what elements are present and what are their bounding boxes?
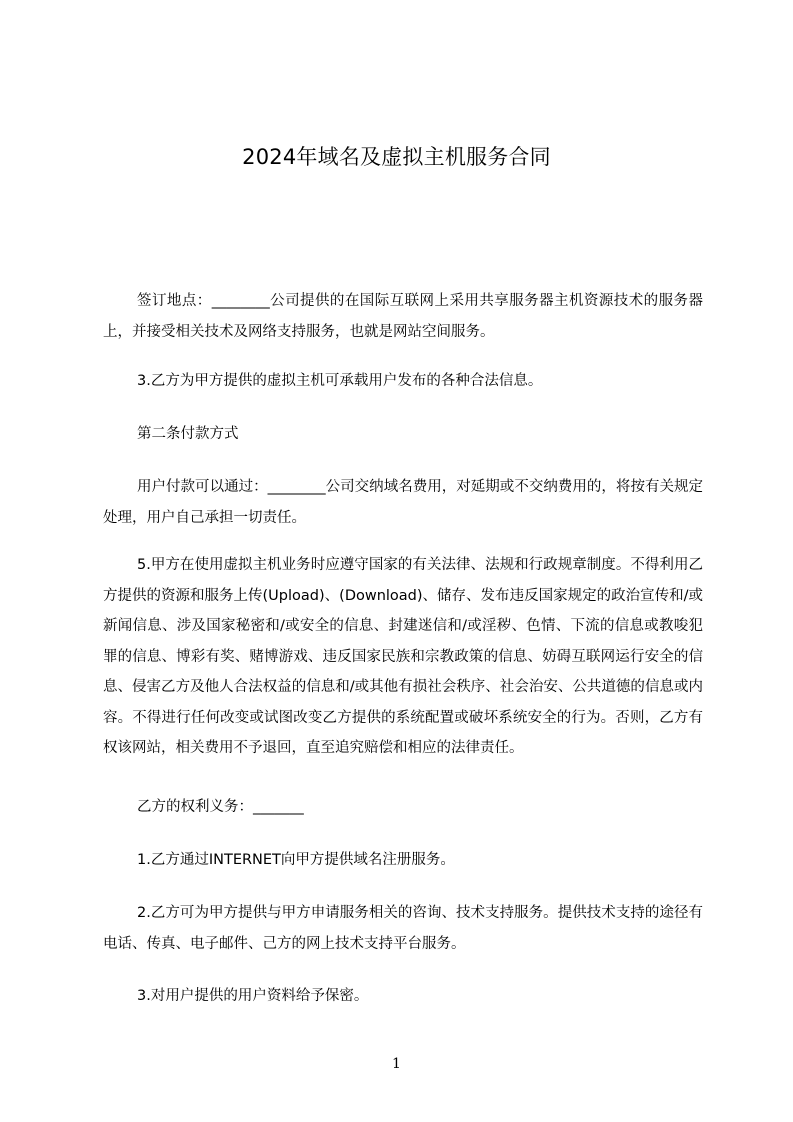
paragraph-signing-location: 签订地点：________公司提供的在国际互联网上采用共享服务器主机资源技术的服务器上，并接受相关技术及网络支持服务，也就是网站空间服务。 <box>103 293 703 340</box>
paragraph-domain-service: 1.乙方通过INTERNET向甲方提供域名注册服务。 <box>137 852 455 868</box>
paragraph-payment-method: 用户付款可以通过：________公司交纳域名费用，对延期或不交纳费用的，将按有关规定处理，用户自己承担一切责任。 <box>103 479 703 526</box>
paragraph-legal-info: 3.乙方为甲方提供的虚拟主机可承载用户发布的各种合法信息。 <box>137 373 543 389</box>
paragraph-rights-heading: 乙方的权利义务：_______ <box>137 799 304 815</box>
paragraph-usage-rules: 5.甲方在使用虚拟主机业务时应遵守国家的有关法律、法规和行政规章制度。不得利用乙方提供的资源和服务上传(Upload)、(Download)、储存、发布违反国家规定的政治宣传和/或新闻信息、涉及国家秘密和/或安全的信息、封建迷信和/或淫秽、色情、下流的信息或教唆犯罪的信息、博彩有奖、赌博游戏、违反国家民族和宗教政策的信息、妨碍互联网运行安全的信息、侵害乙方及他人合法权益的信息和/或其他有损社会秩序、社会治安、公共道德的信息或内容。不得进行任何改变或试图改变乙方提供的系统配置或破坏系统安全的行为。否则，乙方有权该网站，相关费用不予退回，直至追究赔偿和相应的法律责任。 <box>103 557 703 756</box>
paragraph-technical-support: 2.乙方可为甲方提供与甲方申请服务相关的咨询、技术支持服务。提供技术支持的途径有电话、传真、电子邮件、己方的网上技术支持平台服务。 <box>103 905 703 952</box>
document-title: 2024年域名及虚拟主机服务合同 <box>242 145 551 169</box>
paragraph-confidentiality: 3.对用户提供的用户资料给予保密。 <box>137 988 369 1004</box>
page-number: 1 <box>392 1056 401 1072</box>
paragraph-payment-heading: 第二条付款方式 <box>137 426 239 442</box>
